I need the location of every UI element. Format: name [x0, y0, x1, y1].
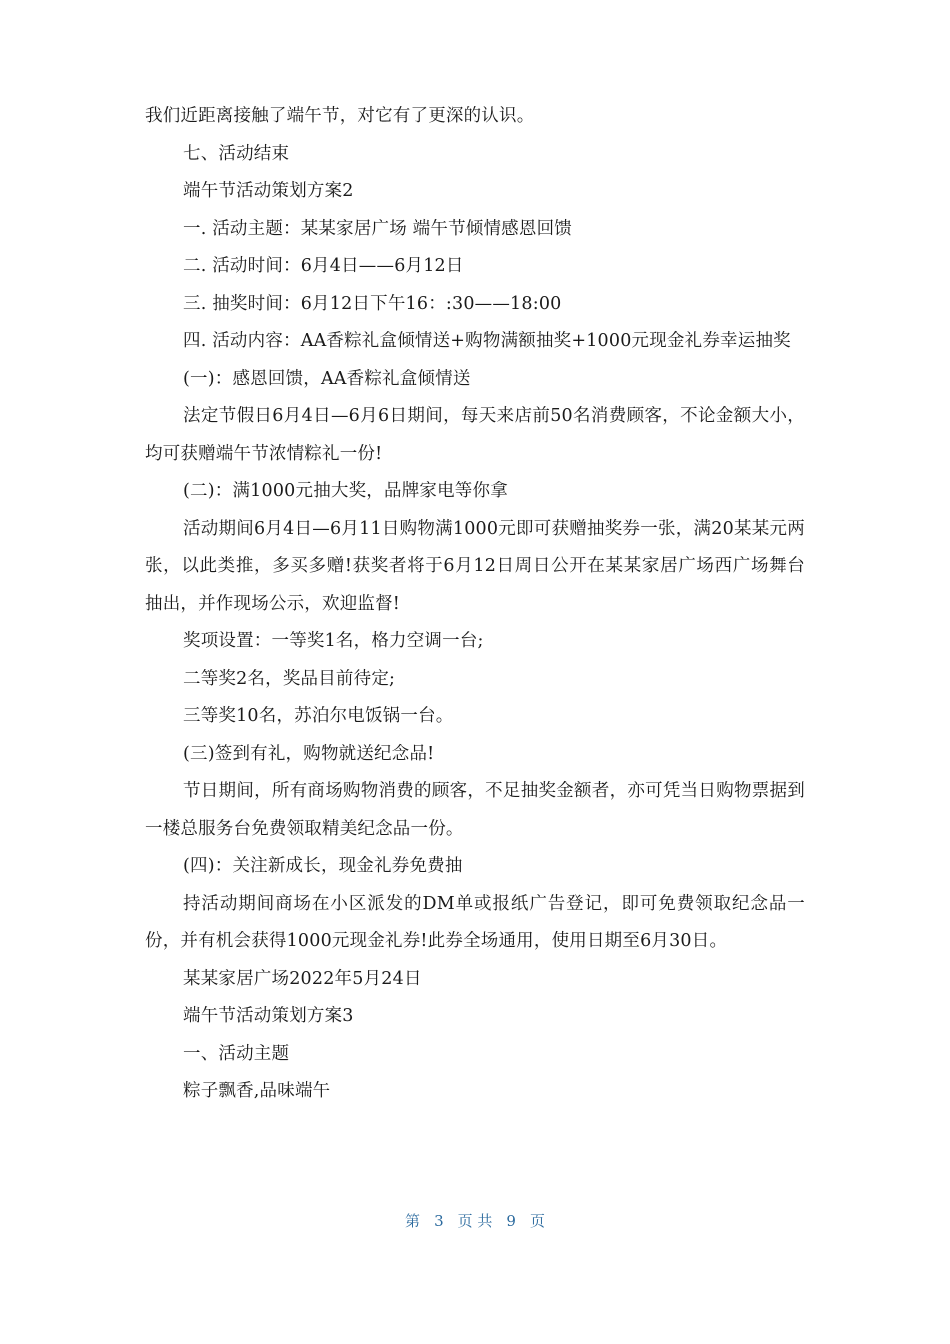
paragraph: 七、活动结束 — [183, 143, 290, 164]
paragraph: 二. 活动时间：6月4日——6月12日 — [183, 256, 464, 276]
paragraph: 我们近距离接触了端午节，对它有了更深的认识。 — [145, 106, 535, 126]
paragraph: 四. 活动内容：AA香粽礼盒倾情送+购物满额抽奖+1000元现金礼券幸运抽奖 — [183, 331, 791, 351]
footer-label-di: 第 — [405, 1212, 421, 1230]
footer-label-ye-gong: 页 共 — [457, 1212, 493, 1230]
paragraph: 粽子飘香,品味端午 — [183, 1081, 331, 1101]
paragraph: 某某家居广场2022年5月24日 — [183, 968, 422, 989]
paragraph: 端午节活动策划方案2 — [183, 181, 354, 201]
paragraph: 节日期间，所有商场购物消费的顾客，不足抽奖金额者，亦可凭当日购物票据到一楼总服务台免费领取精美纪念品一份。 — [145, 781, 805, 839]
paragraph: (三)签到有礼，购物就送纪念品! — [183, 743, 435, 764]
paragraph: (四)：关注新成长，现金礼券免费抽 — [183, 856, 463, 876]
paragraph: 一. 活动主题：某某家居广场 端午节倾情感恩回馈 — [183, 218, 572, 239]
paragraph: 奖项设置：一等奖1名，格力空调一台; — [183, 631, 484, 651]
paragraph: 持活动期间商场在小区派发的DM单或报纸广告登记，即可免费领取纪念品一份，并有机会获得1000元现金礼券!此券全场通用，使用日期至6月30日。 — [145, 893, 805, 951]
footer-current-page: 3 — [434, 1212, 444, 1230]
paragraph: 三. 抽奖时间：6月12日下午16：:30——18:00 — [183, 293, 562, 314]
page-footer — [0, 1210, 950, 1231]
footer-total-pages: 9 — [506, 1212, 516, 1230]
paragraph: 活动期间6月4日—6月11日购物满1000元即可获赠抽奖券一张，满20某某元两张，以此类推，多买多赠!获奖者将于6月12日周日公开在某某家居广场西广场舞台抽出，并作现场公示，欢迎监督! — [145, 518, 805, 614]
paragraph: (二)：满1000元抽大奖，品牌家电等你拿 — [183, 481, 508, 501]
footer-label-ye: 页 — [529, 1212, 545, 1230]
paragraph: 法定节假日6月4日—6月6日期间，每天来店前50名消费顾客，不论金额大小，均可获赠端午节浓情粽礼一份! — [145, 406, 805, 464]
document-body — [145, 98, 805, 1111]
paragraph: 二等奖2名，奖品目前待定; — [183, 668, 396, 689]
paragraph: (一)：感恩回馈，AA香粽礼盒倾情送 — [183, 368, 471, 389]
paragraph: 端午节活动策划方案3 — [183, 1006, 354, 1026]
paragraph: 三等奖10名，苏泊尔电饭锅一台。 — [183, 706, 454, 726]
paragraph: 一、活动主题 — [183, 1043, 290, 1064]
